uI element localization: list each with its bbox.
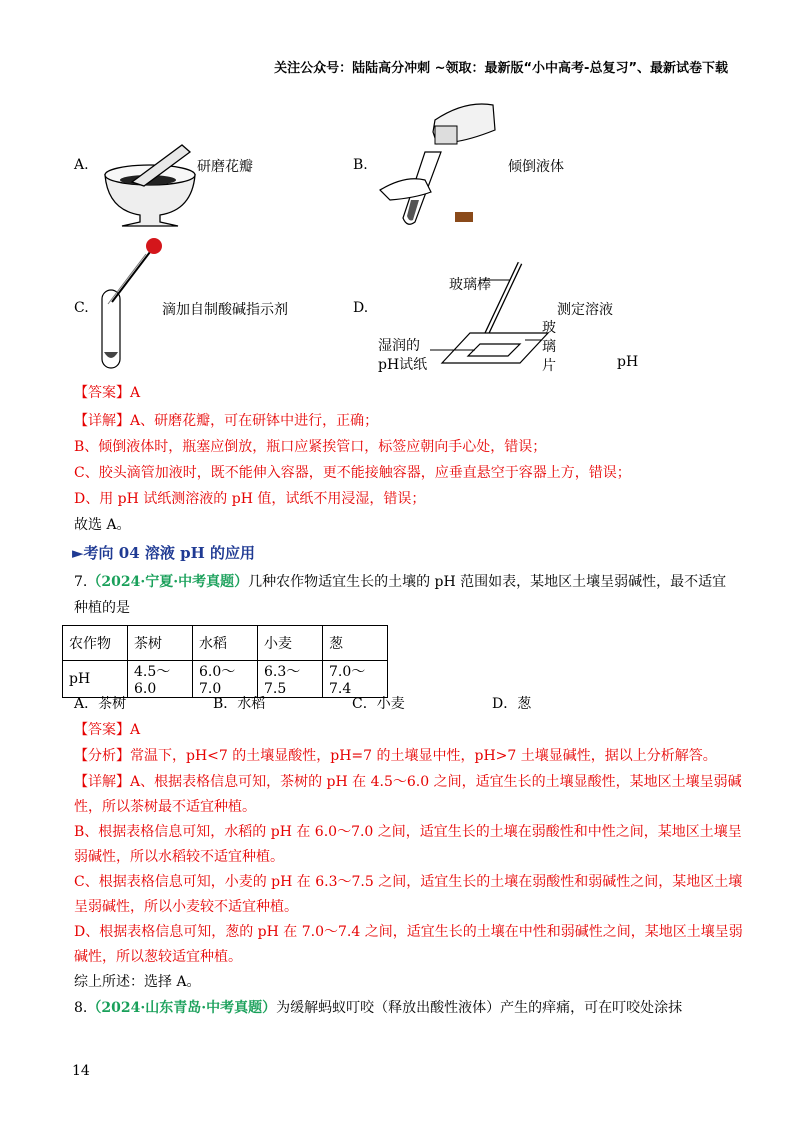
option-a-letter: A. xyxy=(74,157,89,173)
section-marker: ► xyxy=(72,544,84,562)
q7-summary: 综上所述：选择 A。 xyxy=(74,974,201,990)
dropper-illustration xyxy=(88,232,168,374)
table-row xyxy=(63,626,388,661)
q8-stem: 8.（2024·山东青岛·中考真题）为缓解蚂蚁叮咬（释放出酸性液体）产生的痒痛，可在叮咬处涂抹 xyxy=(74,1000,683,1016)
q7-detail-c-2: 呈弱碱性，所以小麦较不适宜种植。 xyxy=(74,899,298,915)
q7-source: （2024·宁夏·中考真题） xyxy=(87,574,249,590)
q7-option-a: A．茶树 xyxy=(74,696,127,712)
q7-stem-line-1: 7.（2024·宁夏·中考真题）几种农作物适宜生长的土壤的 pH 范围如表，某地区土壤呈弱碱性，最不适宜 xyxy=(74,574,727,590)
option-a-text: 研磨花瓣 xyxy=(197,159,253,175)
q7-option-c: C．小麦 xyxy=(352,696,405,712)
glass-plate-char-2: 璃 xyxy=(542,339,556,355)
pouring-illustration xyxy=(375,100,505,230)
table-cell: 茶树 xyxy=(128,626,193,661)
option-d-text: 测定溶液 xyxy=(557,302,613,318)
table-cell: 葱 xyxy=(323,626,388,661)
glass-plate-char-3: 片 xyxy=(542,358,556,374)
option-c-letter: C. xyxy=(74,300,89,316)
q7-stem-line-2: 种植的是 xyxy=(74,600,130,616)
option-b-text: 倾倒液体 xyxy=(508,159,564,175)
wet-paper-label-2: pH试纸 xyxy=(378,357,428,373)
q6-detail-b: B、倾倒液体时，瓶塞应倒放，瓶口应紧挨管口，标签应朝向手心处，错误； xyxy=(74,439,547,455)
q8-source: （2024·山东青岛·中考真题） xyxy=(87,1000,277,1016)
table-cell: 6.3～7.5 xyxy=(258,661,323,698)
table-cell: 农作物 xyxy=(63,626,128,661)
q7-detail-d-2: 碱性，所以葱较适宜种植。 xyxy=(74,949,242,965)
option-b-letter: B. xyxy=(353,157,368,173)
q7-option-b: B．水稻 xyxy=(213,696,266,712)
q6-answer: 【答案】A xyxy=(74,385,141,401)
section-heading xyxy=(72,543,255,563)
glass-plate-char-1: 玻 xyxy=(542,320,556,336)
glass-rod-label: 玻璃棒 xyxy=(449,277,491,293)
option-c-text: 滴加自制酸碱指示剂 xyxy=(162,302,288,318)
q7-detail-d-1: D、根据表格信息可知，葱的 pH 在 7.0～7.4 之间，适宜生长的土壤在中性和弱碱性之间，某地区土壤呈弱 xyxy=(74,924,743,940)
table-cell: 6.0～7.0 xyxy=(193,661,258,698)
option-d-ph: pH xyxy=(617,354,639,370)
option-d-letter: D. xyxy=(353,300,369,316)
q6-detail-a: 【详解】A、研磨花瓣，可在研钵中进行，正确； xyxy=(74,413,379,429)
mortar-illustration xyxy=(100,140,200,230)
table-cell: pH xyxy=(63,661,128,698)
q7-answer: 【答案】A xyxy=(74,722,141,738)
q7-detail-a-1: 【详解】A、根据表格信息可知，茶树的 pH 在 4.5～6.0 之间，适宜生长的土壤显酸性，某地区土壤呈弱碱 xyxy=(74,774,742,790)
page-header: 关注公众号：陆陆高分冲刺 ~领取：最新版“小中高考-总复习”、最新试卷下载 xyxy=(274,61,728,76)
ph-table xyxy=(62,625,388,698)
table-cell: 7.0～7.4 xyxy=(323,661,388,698)
table-cell: 水稻 xyxy=(193,626,258,661)
table-cell: 小麦 xyxy=(258,626,323,661)
section-title: 考向 04 溶液 pH 的应用 xyxy=(83,544,255,562)
q7-detail-b-2: 弱碱性，所以水稻较不适宜种植。 xyxy=(74,849,284,865)
wet-paper-label-1: 湿润的 xyxy=(378,338,420,354)
q6-detail-c: C、胶头滴管加液时，既不能伸入容器，更不能接触容器，应垂直悬空于容器上方，错误； xyxy=(74,465,631,481)
q7-detail-b-1: B、根据表格信息可知，水稻的 pH 在 6.0～7.0 之间，适宜生长的土壤在弱酸性和中性之间，某地区土壤呈 xyxy=(74,824,742,840)
table-cell: 4.5～6.0 xyxy=(128,661,193,698)
q7-analysis: 【分析】常温下，pH<7 的土壤显酸性，pH=7 的土壤显中性，pH>7 土壤显碱性，据以上分析解答。 xyxy=(74,748,717,764)
page-number: 14 xyxy=(72,1063,90,1079)
q7-detail-a-2: 性，所以茶树最不适宜种植。 xyxy=(74,799,256,815)
table-row xyxy=(63,661,388,698)
q7-option-d: D．葱 xyxy=(492,696,532,712)
q7-detail-c-1: C、根据表格信息可知，小麦的 pH 在 6.3～7.5 之间，适宜生长的土壤在弱酸性和弱碱性之间，某地区土壤 xyxy=(74,874,743,890)
q6-detail-d: D、用 pH 试纸测溶液的 pH 值，试纸不用浸湿，错误； xyxy=(74,491,426,507)
q6-conclusion: 故选 A。 xyxy=(74,517,131,533)
